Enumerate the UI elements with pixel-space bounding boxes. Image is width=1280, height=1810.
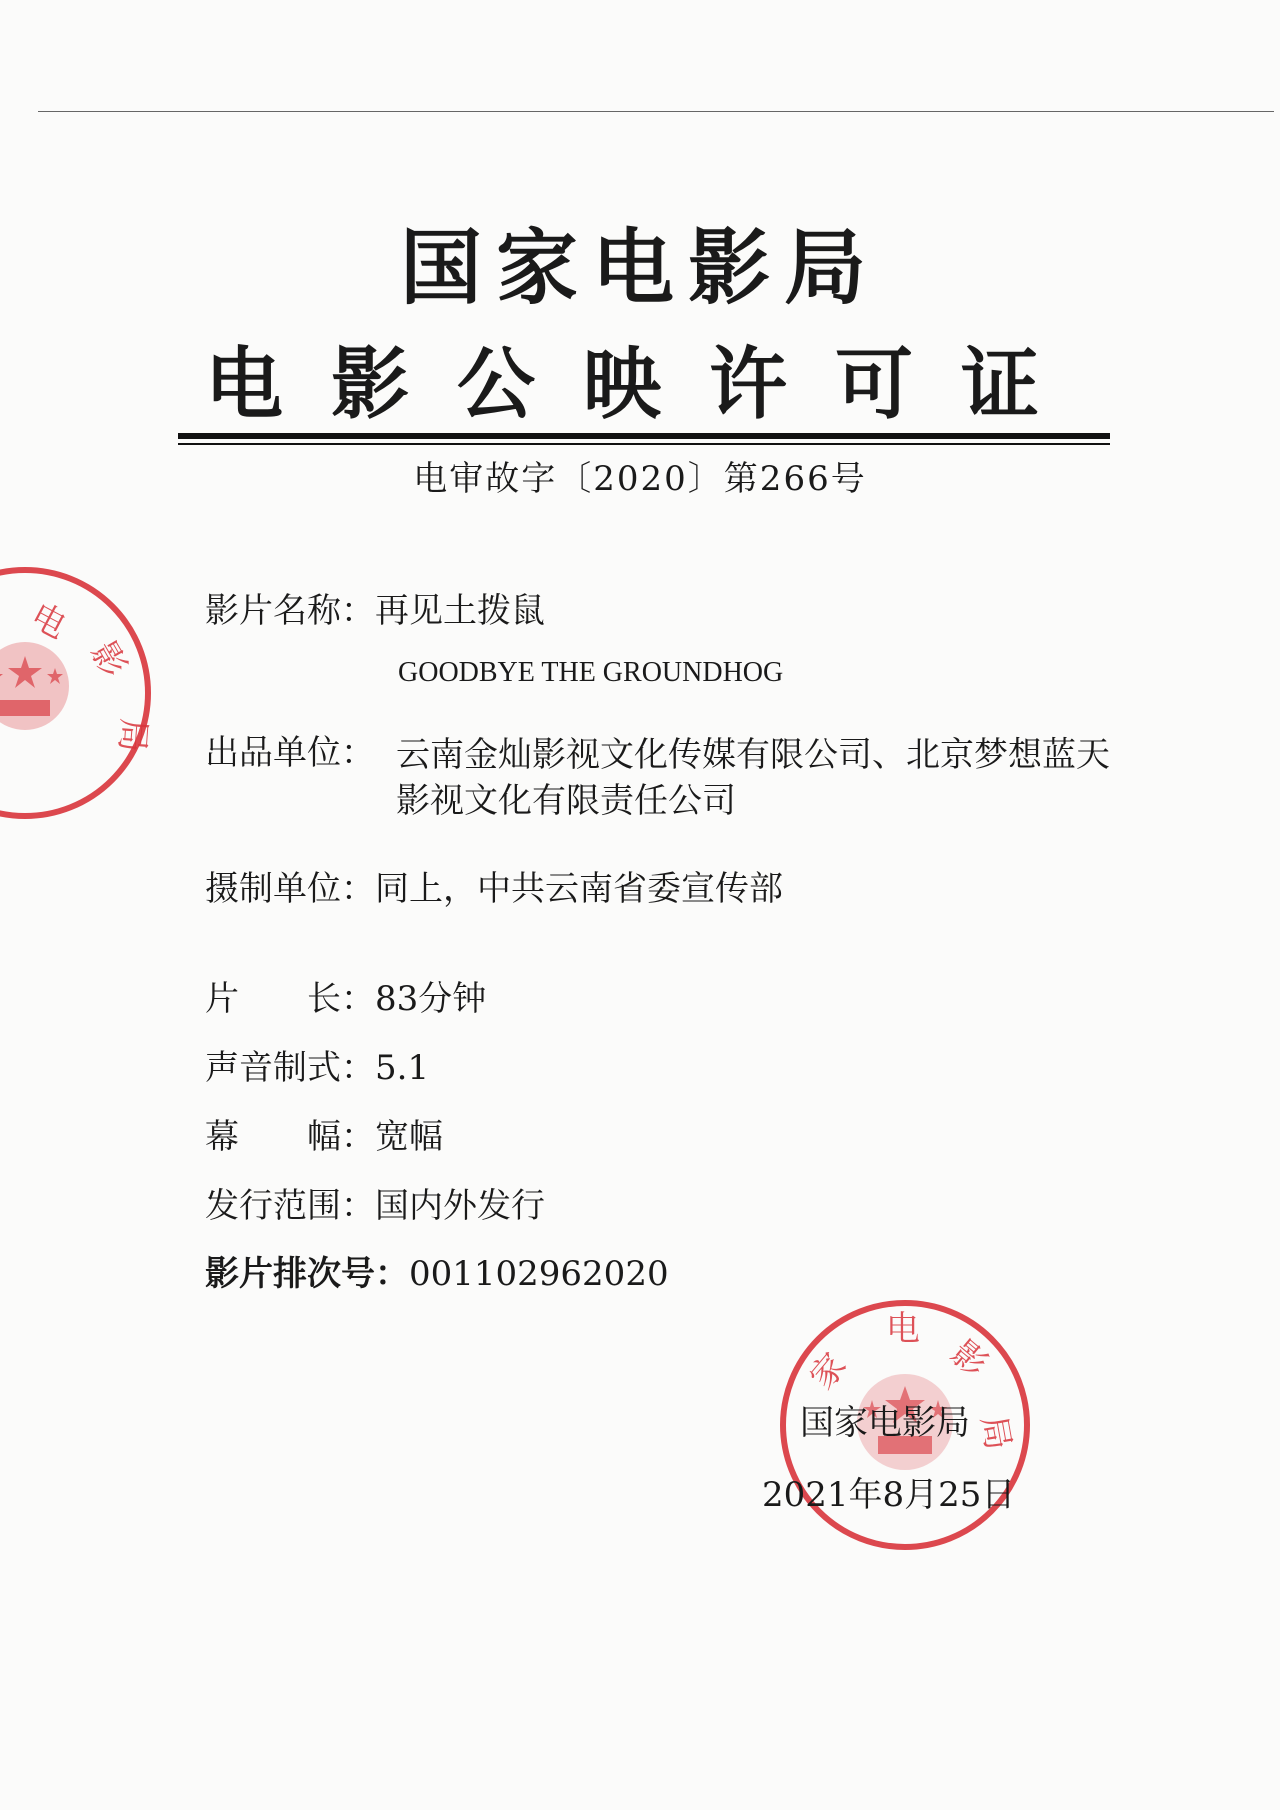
field-producer-label-row — [205, 732, 375, 775]
sound-format-value: 5.1 — [375, 1048, 430, 1088]
producer-value-line1: 云南金灿影视文化传媒有限公司、北京梦想蓝天 — [396, 735, 1110, 775]
left-seal-char: 影 — [82, 634, 135, 685]
film-title-english: GOODBYE THE GROUNDHOG — [398, 657, 784, 688]
title-rule-thin — [178, 443, 1110, 445]
seal-char: 影 — [943, 1332, 995, 1386]
production-unit-label: 摄制单位： — [205, 869, 375, 909]
title-rule-thick — [178, 433, 1110, 439]
producer-value-line2: 影视文化有限责任公司 — [396, 781, 736, 821]
length-label: 片 长： — [205, 979, 375, 1019]
seal-char: 电 — [886, 1309, 920, 1349]
seal-char: 家 — [802, 1345, 855, 1398]
field-distribution — [205, 1185, 545, 1228]
production-unit-value: 同上，中共云南省委宣传部 — [375, 869, 783, 909]
producer-label: 出品单位： — [205, 733, 375, 773]
signing-date: 2021年8月25日 — [762, 1475, 1016, 1515]
left-seal — [0, 558, 160, 828]
seal-char: 局 — [972, 1412, 1019, 1453]
field-film-title — [205, 590, 545, 633]
permit-title: 电影公映许可证 — [204, 340, 1087, 430]
top-rule — [38, 111, 1274, 112]
issuing-authority-title: 国家电影局 — [399, 221, 880, 316]
left-seal-char: 局 — [111, 716, 154, 754]
distribution-value: 国内外发行 — [375, 1186, 545, 1226]
left-seal-char: 电 — [24, 595, 73, 647]
field-production-unit — [205, 868, 783, 911]
film-title-value: 再见土拨鼠 — [375, 591, 545, 631]
screen-format-label: 幕 幅： — [205, 1117, 375, 1157]
sound-format-label: 声音制式： — [205, 1048, 375, 1088]
serial-number-label: 影片排次号： — [205, 1254, 409, 1294]
field-serial-number — [205, 1253, 669, 1296]
serial-number-value: 001102962020 — [409, 1254, 669, 1294]
field-length — [205, 978, 486, 1021]
film-title-label: 影片名称： — [205, 591, 375, 631]
distribution-label: 发行范围： — [205, 1186, 375, 1226]
field-sound-format — [205, 1047, 429, 1090]
signing-organization: 国家电影局 — [800, 1403, 970, 1443]
length-value: 83分钟 — [375, 979, 487, 1019]
screen-format-value: 宽幅 — [375, 1117, 443, 1157]
field-screen-format — [205, 1116, 443, 1159]
document-number: 电审故字〔2020〕第266号 — [413, 459, 867, 499]
producer-value — [396, 732, 1236, 824]
